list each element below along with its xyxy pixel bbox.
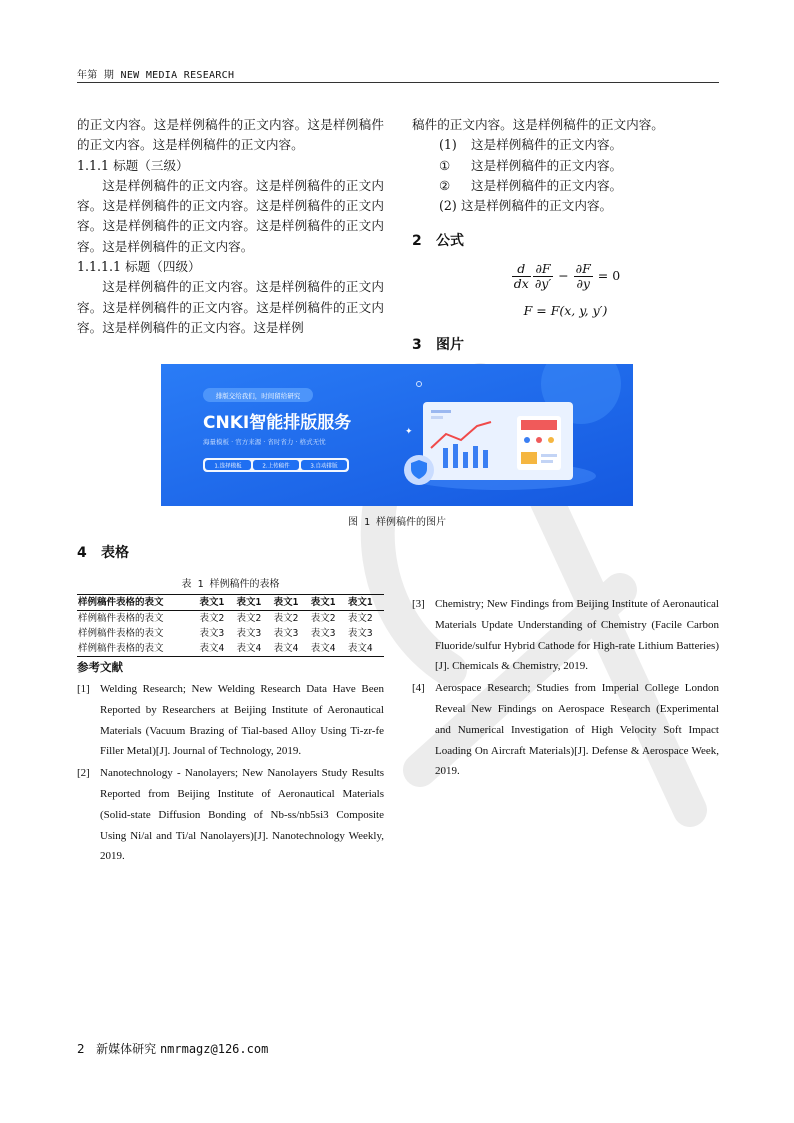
table-cell: 表文3: [310, 628, 336, 639]
heading-level4: [77, 257, 384, 277]
body-paragraph: 这是样例稿件的正文内容。这是样例稿件的正文内容。这是样例稿件的正文内容。这是样例稿件的正文内容。这是样例稿件的正文内容。这是样例: [77, 279, 384, 335]
reference-text: Welding Research; New Welding Research Data Have Been Reported by Researchers at Beijing Institute of Aeronautical Materials (Vacuum Brazing of Tial-based Alloy Using Ti-zr-fe Filler Metal)[J]. Journal of Technology, 2019.: [100, 683, 384, 758]
formula-1: [412, 262, 719, 291]
fraction: $\frac{\partial F}{\partial y'}$: [534, 261, 552, 291]
header-rule: [77, 82, 719, 83]
fraction: $\frac{\partial F}{\partial y}$: [575, 261, 591, 291]
section-heading-formula: [412, 230, 464, 250]
table-header-cell: 表文1: [199, 597, 225, 608]
table-cell: 表文2: [273, 613, 299, 624]
section-heading-figure: [412, 334, 464, 354]
references-left: [77, 679, 384, 867]
table-cell: 表文3: [273, 628, 299, 639]
heading-level3: [77, 156, 384, 176]
table-row: [77, 641, 384, 657]
list-number: ②: [439, 177, 451, 193]
figure-caption: 图 1 样例稿件的图片: [347, 517, 447, 528]
reference-item: [412, 678, 719, 782]
right-column: [412, 115, 719, 216]
table-row: [77, 611, 384, 627]
table-header-row: [77, 595, 384, 611]
list-item: [412, 196, 719, 216]
formula-2: F = F(x, y, y′): [523, 303, 608, 318]
list-item: [412, 135, 719, 155]
section-title: 表格: [101, 545, 129, 561]
body-paragraph: 的正文内容。这是样例稿件的正文内容。这是样例稿件的正文内容。这是样例稿件的正文内容。: [77, 117, 384, 153]
section-number: 2: [412, 233, 422, 249]
heading-number: 1.1.1: [77, 157, 110, 173]
svg-text:✦: ✦: [405, 427, 413, 437]
body-paragraph: 稿件的正文内容。这是样例稿件的正文内容。: [412, 117, 664, 132]
figure-banner: [161, 364, 633, 506]
table-header-cell: 样例稿件表格的表文: [78, 597, 164, 608]
heading-text: 标题（三级）: [113, 157, 189, 173]
list-text: 这是样例稿件的正文内容。: [471, 157, 623, 173]
heading-number: 1.1.1.1: [77, 259, 122, 275]
banner-title: CNKI智能排版服务: [203, 413, 352, 433]
running-header: 年第 期 NEW MEDIA RESEARCH: [77, 70, 235, 81]
table-header-cell: 表文1: [347, 597, 373, 608]
list-text: 这是样例稿件的正文内容。: [471, 137, 623, 153]
reference-item: [412, 594, 719, 677]
table-header-cell: 表文1: [236, 597, 262, 608]
table-cell: 表文4: [273, 643, 299, 654]
step-2: 2.上传稿件: [262, 463, 290, 470]
section-title: 公式: [436, 233, 464, 249]
table-cell: 表文4: [347, 643, 373, 654]
table-header-cell: 表文1: [310, 597, 336, 608]
table-cell: 表文3: [199, 628, 225, 639]
reference-number: [2]: [77, 767, 90, 780]
page-footer: [77, 1040, 268, 1057]
table-caption: 表 1 样例稿件的表格: [181, 579, 280, 590]
table-cell: 表文2: [347, 613, 373, 624]
table-cell: 样例稿件表格的表文: [78, 613, 164, 624]
reference-text: Aerospace Research; Studies from Imperial College London Reveal New Findings on Aerospace Research (Experimental and Numerical Investigation of High Velocity Soft Impact Loading On Aircraft Materials)[J]. Defense & Aerospace Week, 2019.: [435, 682, 719, 778]
reference-item: [77, 679, 384, 762]
banner-subtitle: 海量模板 · 官方来源 · 省时省力 · 格式无忧: [203, 438, 326, 446]
section-title: 图片: [436, 337, 464, 353]
page-number: 2: [77, 1042, 85, 1056]
table-cell: 样例稿件表格的表文: [78, 643, 164, 654]
equation-rhs: = 0: [597, 268, 621, 283]
reference-text: Chemistry; New Findings from Beijing Institute of Aeronautical Materials Update Understanding of Chemistry (Facile Carbon Fluoride/sulfur Hybrid Cathode for High-rate Lithium Batteries)[J]. Chemicals & Chemistry, 2019.: [435, 598, 719, 673]
heading-text: 标题（四级）: [125, 259, 201, 275]
left-column: [77, 115, 384, 338]
table-cell: 表文4: [199, 643, 225, 654]
table-row: [77, 626, 384, 641]
table-cell: 表文2: [236, 613, 262, 624]
step-3: 3.自动排版: [310, 463, 338, 470]
minus-sign: −: [558, 268, 569, 283]
table-cell: 表文4: [236, 643, 262, 654]
table-cell: 样例稿件表格的表文: [78, 628, 164, 639]
list-number: ①: [439, 157, 451, 173]
section-number: 3: [412, 337, 422, 353]
banner-tag: 排版交给我们，时间留给研究: [215, 392, 301, 400]
list-text: 这是样例稿件的正文内容。: [461, 198, 613, 214]
list-item: [412, 176, 719, 196]
sample-table: [77, 594, 384, 657]
reference-item: [77, 763, 384, 867]
body-paragraph: 这是样例稿件的正文内容。这是样例稿件的正文内容。这是样例稿件的正文内容。这是样例稿件的正文内容。这是样例稿件的正文内容。这是样例稿件的正文内容。这是样例稿件的正文内容。: [77, 177, 384, 254]
references-right: [412, 594, 719, 782]
section-number: 4: [77, 545, 87, 561]
table-cell: 表文2: [199, 613, 225, 624]
fraction: $\frac{d}{dx}$: [513, 261, 529, 291]
table-cell: 表文3: [347, 628, 373, 639]
list-number: (2): [439, 198, 457, 214]
journal-email: nmrmagz@126.com: [159, 1042, 269, 1056]
reference-number: [3]: [412, 598, 425, 610]
step-1: 1.选择模板: [214, 463, 242, 470]
list-item: [412, 156, 719, 176]
list-text: 这是样例稿件的正文内容。: [471, 177, 623, 193]
table-cell: 表文3: [236, 628, 262, 639]
list-number: (1): [439, 137, 457, 153]
journal-name: 新媒体研究: [96, 1042, 157, 1056]
references-heading: 参考文献: [77, 660, 123, 674]
reference-number: [1]: [77, 683, 90, 695]
section-heading-table: [77, 542, 129, 562]
reference-number: [4]: [412, 682, 425, 695]
table-header-cell: 表文1: [273, 597, 299, 608]
table-cell: 表文2: [310, 613, 336, 624]
reference-text: Nanotechnology - Nanolayers; New Nanolayers Study Results Reported from Beijing Institute of Aeronautical Materials (Solid-state Diffusion Bonding of Nb-ss/nb5si3 Composite Using Ni/al and Ti/al Nanolayers)[J]. Nanotechnology Weekly, 2019.: [100, 767, 384, 863]
table-cell: 表文4: [310, 643, 336, 654]
